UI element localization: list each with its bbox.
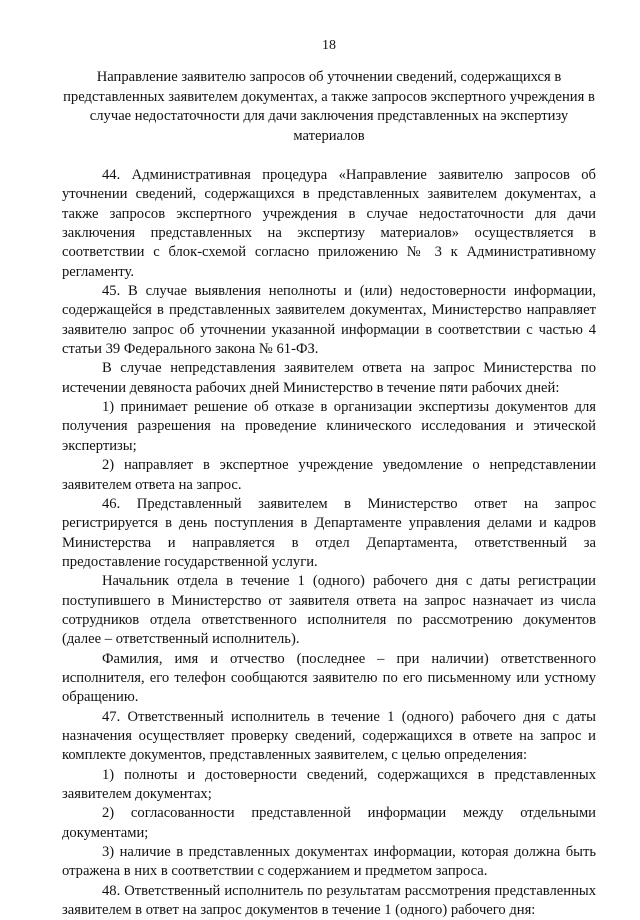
list-item: 3) наличие в представленных документах информации, которая должна быть отражена в них в соответствии с содержанием и предметом запроса. — [62, 844, 596, 880]
paragraph: Начальник отдела в течение 1 (одного) рабочего дня с даты регистрации поступившего в Министерство от заявителя ответа на запрос назначает из числа сотрудников отдела ответственного исполнителя по рассмотрению документов (далее – ответственный исполнитель). — [62, 573, 596, 648]
list-item: 2) согласованности представленной информации между отдельными документами; — [62, 805, 596, 841]
section-heading: Направление заявителю запросов об уточнении сведений, содержащихся в представленных заявителем документах, а также запросов экспертного учреждения в случае недостаточности для дачи заключения представленных на экспертизу материалов — [63, 69, 595, 144]
document-body — [62, 166, 596, 920]
paragraph-48: 48. Ответственный исполнитель по результатам рассмотрения представленных заявителем в ответ на запрос документов в течение 1 (одного) рабочего дня: — [62, 882, 596, 919]
paragraph: Фамилия, имя и отчество (последнее – при наличии) ответственного исполнителя, его телефон сообщаются заявителю по его письменному или устному обращению. — [62, 650, 596, 706]
paragraph-47: 47. Ответственный исполнитель в течение 1 (одного) рабочего дня с даты назначения осуществляет проверку сведений, содержащихся в ответе на запрос и комплекте документов, представленных заявителем, с целью определения: — [62, 708, 596, 764]
list-item: 1) полноты и достоверности сведений, содержащихся в представленных заявителем документах; — [62, 766, 596, 802]
list-item: 1) принимает решение об отказе в организации экспертизы документов для получения разрешения на проведение клинического исследования и этической экспертизы; — [62, 399, 596, 454]
paragraph-45: 45. В случае выявления неполноты и (или) недостоверности информации, содержащейся в представленных заявителем документах, Министерство направляет заявителю запрос об уточнении указанной информации в соответствии с частью 4 статьи 39 Федерального закона № 61-ФЗ. — [62, 283, 596, 358]
paragraph: В случае непредставления заявителем ответа на запрос Министерства по истечении девяноста рабочих дней Министерство в течение пяти рабочих дней: — [62, 360, 596, 396]
list-item: 2) направляет в экспертное учреждение уведомление о непредставлении заявителем ответа на запрос. — [62, 457, 596, 493]
paragraph-44: 44. Административная процедура «Направление заявителю запросов об уточнении сведений, содержащихся в представленных заявителем документах, а также запросов экспертного учреждения в случае недостаточности для дачи заключения представленных на экспертизу материалов» осуществляется в соответствии с блок-схемой согласно приложению № 3 к Административному регламенту. — [62, 167, 596, 280]
page-number: 18 — [322, 38, 336, 53]
paragraph-46: 46. Представленный заявителем в Министерство ответ на запрос регистрируется в день поступления в Департаменте управления делами и кадров Министерства и направляется в отдел Департамента, ответственный за предоставление государственной услуги. — [62, 495, 596, 570]
